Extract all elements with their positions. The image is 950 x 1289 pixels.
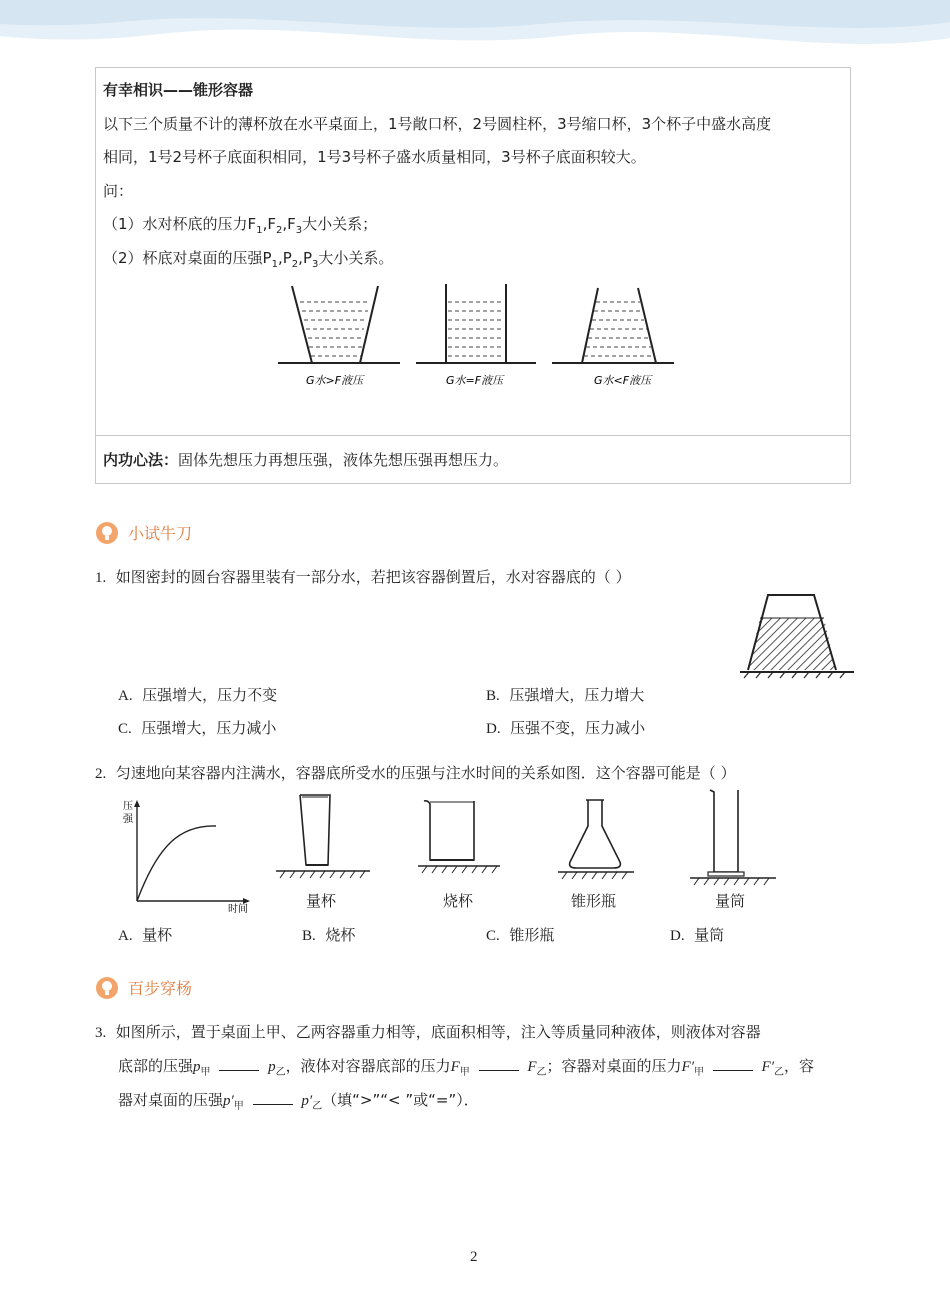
tip-label: 内功心法：	[103, 451, 179, 469]
q1-option-c[interactable]: C. 压强增大，压力减小	[118, 719, 277, 737]
q1-line: 1. 如图密封的圆台容器里装有一部分水，若把该容器倒置后，水对容器底的（ ）	[95, 568, 631, 586]
three-cups-figure	[270, 280, 690, 395]
blank-1[interactable]	[219, 1056, 259, 1071]
q3-line3: 器对桌面的压强$p'_甲$ $p'_乙$（填“>”“< ”或“=”）．	[118, 1091, 479, 1112]
blank-4[interactable]	[253, 1090, 293, 1105]
lightbulb-icon	[96, 522, 118, 544]
q1-option-d[interactable]: D. 压强不变，压力减小	[486, 719, 646, 737]
header-wave-decoration	[0, 0, 950, 70]
graph-xlabel: 时间	[228, 904, 248, 915]
vessel-label-beaker: 烧杯	[443, 892, 474, 910]
lightbulb-icon	[96, 977, 118, 999]
blank-2[interactable]	[479, 1056, 519, 1071]
q3-line1: 3. 如图所示，置于桌面上甲、乙两容器重力相等，底面积相等，注入等质量同种液体，则液体对容器	[95, 1023, 761, 1041]
measuring-cup-figure	[272, 793, 372, 883]
section-title-1: 小试牛刀	[128, 524, 193, 543]
box-title: 有幸相识——锥形容器	[103, 81, 254, 99]
tip-text: 固体先想压力再想压强，液体先想压强再想压力。	[178, 451, 509, 469]
frustum-container-figure	[738, 592, 856, 682]
page-number: 2	[470, 1249, 478, 1265]
q2-option-d[interactable]: D. 量筒	[670, 926, 725, 944]
graduated-cylinder-figure	[688, 788, 780, 886]
pressure-time-graph	[120, 797, 255, 917]
cup-narrow-mouth	[552, 288, 674, 363]
box-line1: 以下三个质量不计的薄杯放在水平桌面上，1号敞口杯，2号圆柱杯，3号缩口杯，3个杯子中盛水高度	[103, 115, 772, 133]
cup-cylinder	[416, 284, 536, 363]
vessel-label-flask: 锥形瓶	[571, 892, 617, 910]
q1-option-b[interactable]: B. 压强增大，压力增大	[486, 686, 645, 704]
box-ask: 问：	[103, 182, 134, 200]
vessel-label-measuring-cup: 量杯	[306, 892, 337, 910]
q2-option-b[interactable]: B. 烧杯	[302, 926, 356, 944]
box-question-1: （1）水对杯底的压力$F_1,F_2,F_3$大小关系；	[103, 215, 378, 236]
beaker-figure	[414, 796, 504, 878]
box-line2: 相同，1号2号杯子底面积相同，1号3号杯子盛水质量相同，3号杯子底面积较大。	[103, 148, 646, 166]
q3-line2: 底部的压强$p_甲$ $p_乙$，液体对容器底部的压力$F_甲$ $F_乙$；容器对桌面的压力$F'_甲$ $F'_乙$，容	[118, 1057, 814, 1078]
graph-ylabel: 压强	[123, 801, 133, 825]
conical-flask-figure	[556, 796, 636, 880]
blank-3[interactable]	[713, 1056, 753, 1071]
q2-line: 2. 匀速地向某容器内注满水，容器底所受水的压强与注水时间的关系如图．这个容器可能是（ ）	[95, 764, 736, 782]
box-question-2: （2）杯底对桌面的压强$P_1,P_2,P_3$大小关系。	[103, 249, 394, 270]
q2-option-c[interactable]: C. 锥形瓶	[486, 926, 555, 944]
q2-option-a[interactable]: A. 量杯	[118, 926, 173, 944]
q1-option-a[interactable]: A. 压强增大，压力不变	[118, 686, 278, 704]
cup-label-1: G水>F液压	[306, 374, 364, 387]
cup-label-2: G水=F液压	[446, 374, 504, 387]
cup-label-3: G水<F液压	[594, 374, 652, 387]
section-title-2: 百步穿杨	[128, 979, 193, 998]
cup-open-mouth	[278, 286, 400, 363]
tip-line	[103, 449, 508, 471]
vessel-label-cylinder: 量筒	[715, 892, 746, 910]
